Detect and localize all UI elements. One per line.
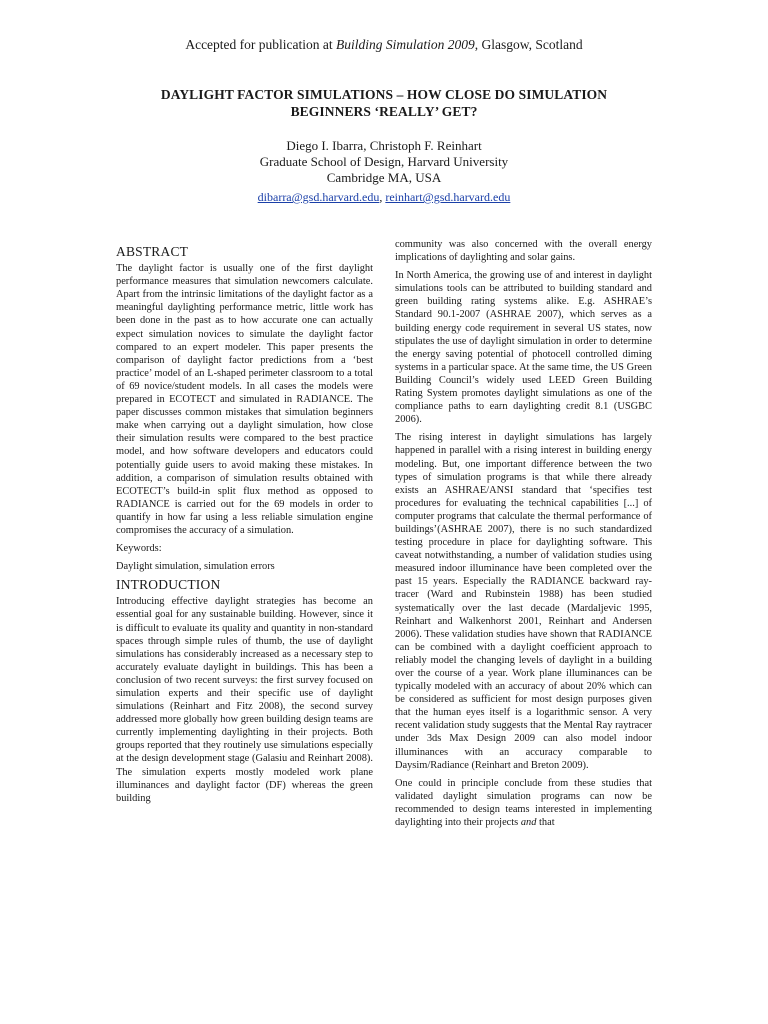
publication-suffix: , Glasgow, Scotland xyxy=(474,37,583,52)
introduction-paragraph-1: Introducing effective daylight strategies has become an essential goal for any sustainable building. However, since it is difficult to evaluate its quality and quantity in non-standard spaces through simple rules of thumb, the use of daylight simulations has considerably increased as a necessary step to accurately evaluate daylight in buildings. This has been a conclusion of two recent surveys: the first survey focused on simulation experts and their specific use of daylight simulations (Reinhart and Fitz 2008), the second survey addressed more globally how green building design teams are currently implementing daylighting in their projects. Both groups reported that they routinely use simulations especially at the design development stage (Galasiu and Reinhart 2008). The simulation experts mostly modeled work plane illuminances and daylight factor (DF) whereas the green building xyxy=(116,596,373,804)
left-column xyxy=(116,245,373,810)
title-line-1: DAYLIGHT FACTOR SIMULATIONS – HOW CLOSE DO SIMULATION xyxy=(160,87,608,102)
email-link-1[interactable]: dibarra@gsd.harvard.edu xyxy=(257,190,380,204)
abstract-text: The daylight factor is usually one of the first daylight performance measures that simulation newcomers calculate. Apart from the intrinsic limitations of the daylight factor as a meaningful daylighting performance metric, little work has been done in the past as to how accurate one can actually expect simulation novices to simulate the daylight factor compared to an expert modeler. This paper presents the comparison of daylight factor predictions from a ‘best practice’ model of an L-shaped perimeter classroom to a total of 69 novice/student models. In all cases the models were prepared in ECOTECT and simulated in RADIANCE. The paper discusses common mistakes that simulation beginners make when carrying out a daylight simulation, how close their simulation results were compared to the best practice model, and how software developers and educators could potentially guide users to avoid making these mistakes. In addition, a comparison of simulation results obtained with ECOTECT’s build-in split flux method as opposed to RADIANCE is carried out for the 69 models in order to quantify in how far using a less reliable simulation engine compromises the accuracy of a simulation. xyxy=(116,263,373,536)
right-paragraph-0: community was also concerned with the overall energy implications of daylighting and solar gains. xyxy=(395,239,652,264)
paper-title xyxy=(90,86,678,120)
keywords-label: Keywords: xyxy=(116,543,162,555)
title-line-2: BEGINNERS ‘REALLY’ GET? xyxy=(290,104,478,119)
right-paragraph-3-emphasis: and xyxy=(520,817,537,829)
introduction-heading: INTRODUCTION xyxy=(116,577,221,593)
author-emails xyxy=(0,190,768,205)
right-column xyxy=(395,238,652,834)
email-separator: , xyxy=(379,190,386,204)
publication-note xyxy=(0,37,768,53)
right-paragraph-3-end: that xyxy=(536,817,555,829)
keywords-text: Daylight simulation, simulation errors xyxy=(116,561,275,573)
right-paragraph-1: In North America, the growing use of and interest in daylight simulations tools can be attributed to building standard and green building rating systems alike. E.g. ASHRAE’s Standard 90.1-2007 (ASHRAE 2007), which serves as a building energy code requirement in several US states, now stipulates the use of daylight simulation in order to determine the energy saving potential of photocell controlled diming systems in a particular space. At the same time, the US Green Building Council’s widely used LEED Green Building Rating System promotes daylight simulations as one of the compliance paths to earn daylighting credit 8.1 (USGBC 2006). xyxy=(395,270,652,426)
author-block xyxy=(0,138,768,186)
author-location: Cambridge MA, USA xyxy=(326,170,442,185)
right-paragraph-3-start: One could in principle conclude from these studies that validated daylight simulation programs can now be recommended to design teams interested in implementing daylighting into their projects xyxy=(395,777,652,829)
author-names: Diego I. Ibarra, Christoph F. Reinhart xyxy=(286,138,482,153)
publication-venue: Building Simulation 2009 xyxy=(336,37,475,52)
email-link-2[interactable]: reinhart@gsd.harvard.edu xyxy=(385,190,511,204)
right-paragraph-3 xyxy=(395,777,652,829)
author-affiliation: Graduate School of Design, Harvard University xyxy=(259,154,509,169)
abstract-heading: ABSTRACT xyxy=(116,244,189,259)
publication-prefix: Accepted for publication at xyxy=(185,37,337,52)
right-paragraph-2: The rising interest in daylight simulations has largely happened in parallel with a rising interest in building energy modeling. But, one important difference between the two types of simulation programs is that while there already exists an ASHRAE/ANSI standard that ‘specifies test procedures for evaluating the technical capabilities [...] of computer programs that calculate the thermal performance of buildings’(ASHRAE 2007), there is no such standardized testing procedure in place for daylighting software. This caveat notwithstanding, a number of validation studies using measured indoor illuminance have been completed over the past 15 years. Especially the RADIANCE backward ray-tracer (Ward and Rubinstein 1988) has been studied systematically over the last decade (Mardaljevic 1995, Reinhart and Walkenhorst 2001, Reinhart and Andersen 2006). These validation studies have shown that RADIANCE can be combined with a daylight coefficient approach to reliably model the changing levels of daylight in a building over the course of a year. Work plane illuminances can be typically modeled with an accuracy of about 20% which can be considered as sufficient for most design purposes given that the human eyes itself is a logarithmic sensor. A very recent validation study suggests that the Mental Ray raytracer under 3ds Max Design 2009 can also model indoor illuminances with an accuracy comparable to Daysim/Radiance (Reinhart and Breton 2009). xyxy=(395,432,652,771)
